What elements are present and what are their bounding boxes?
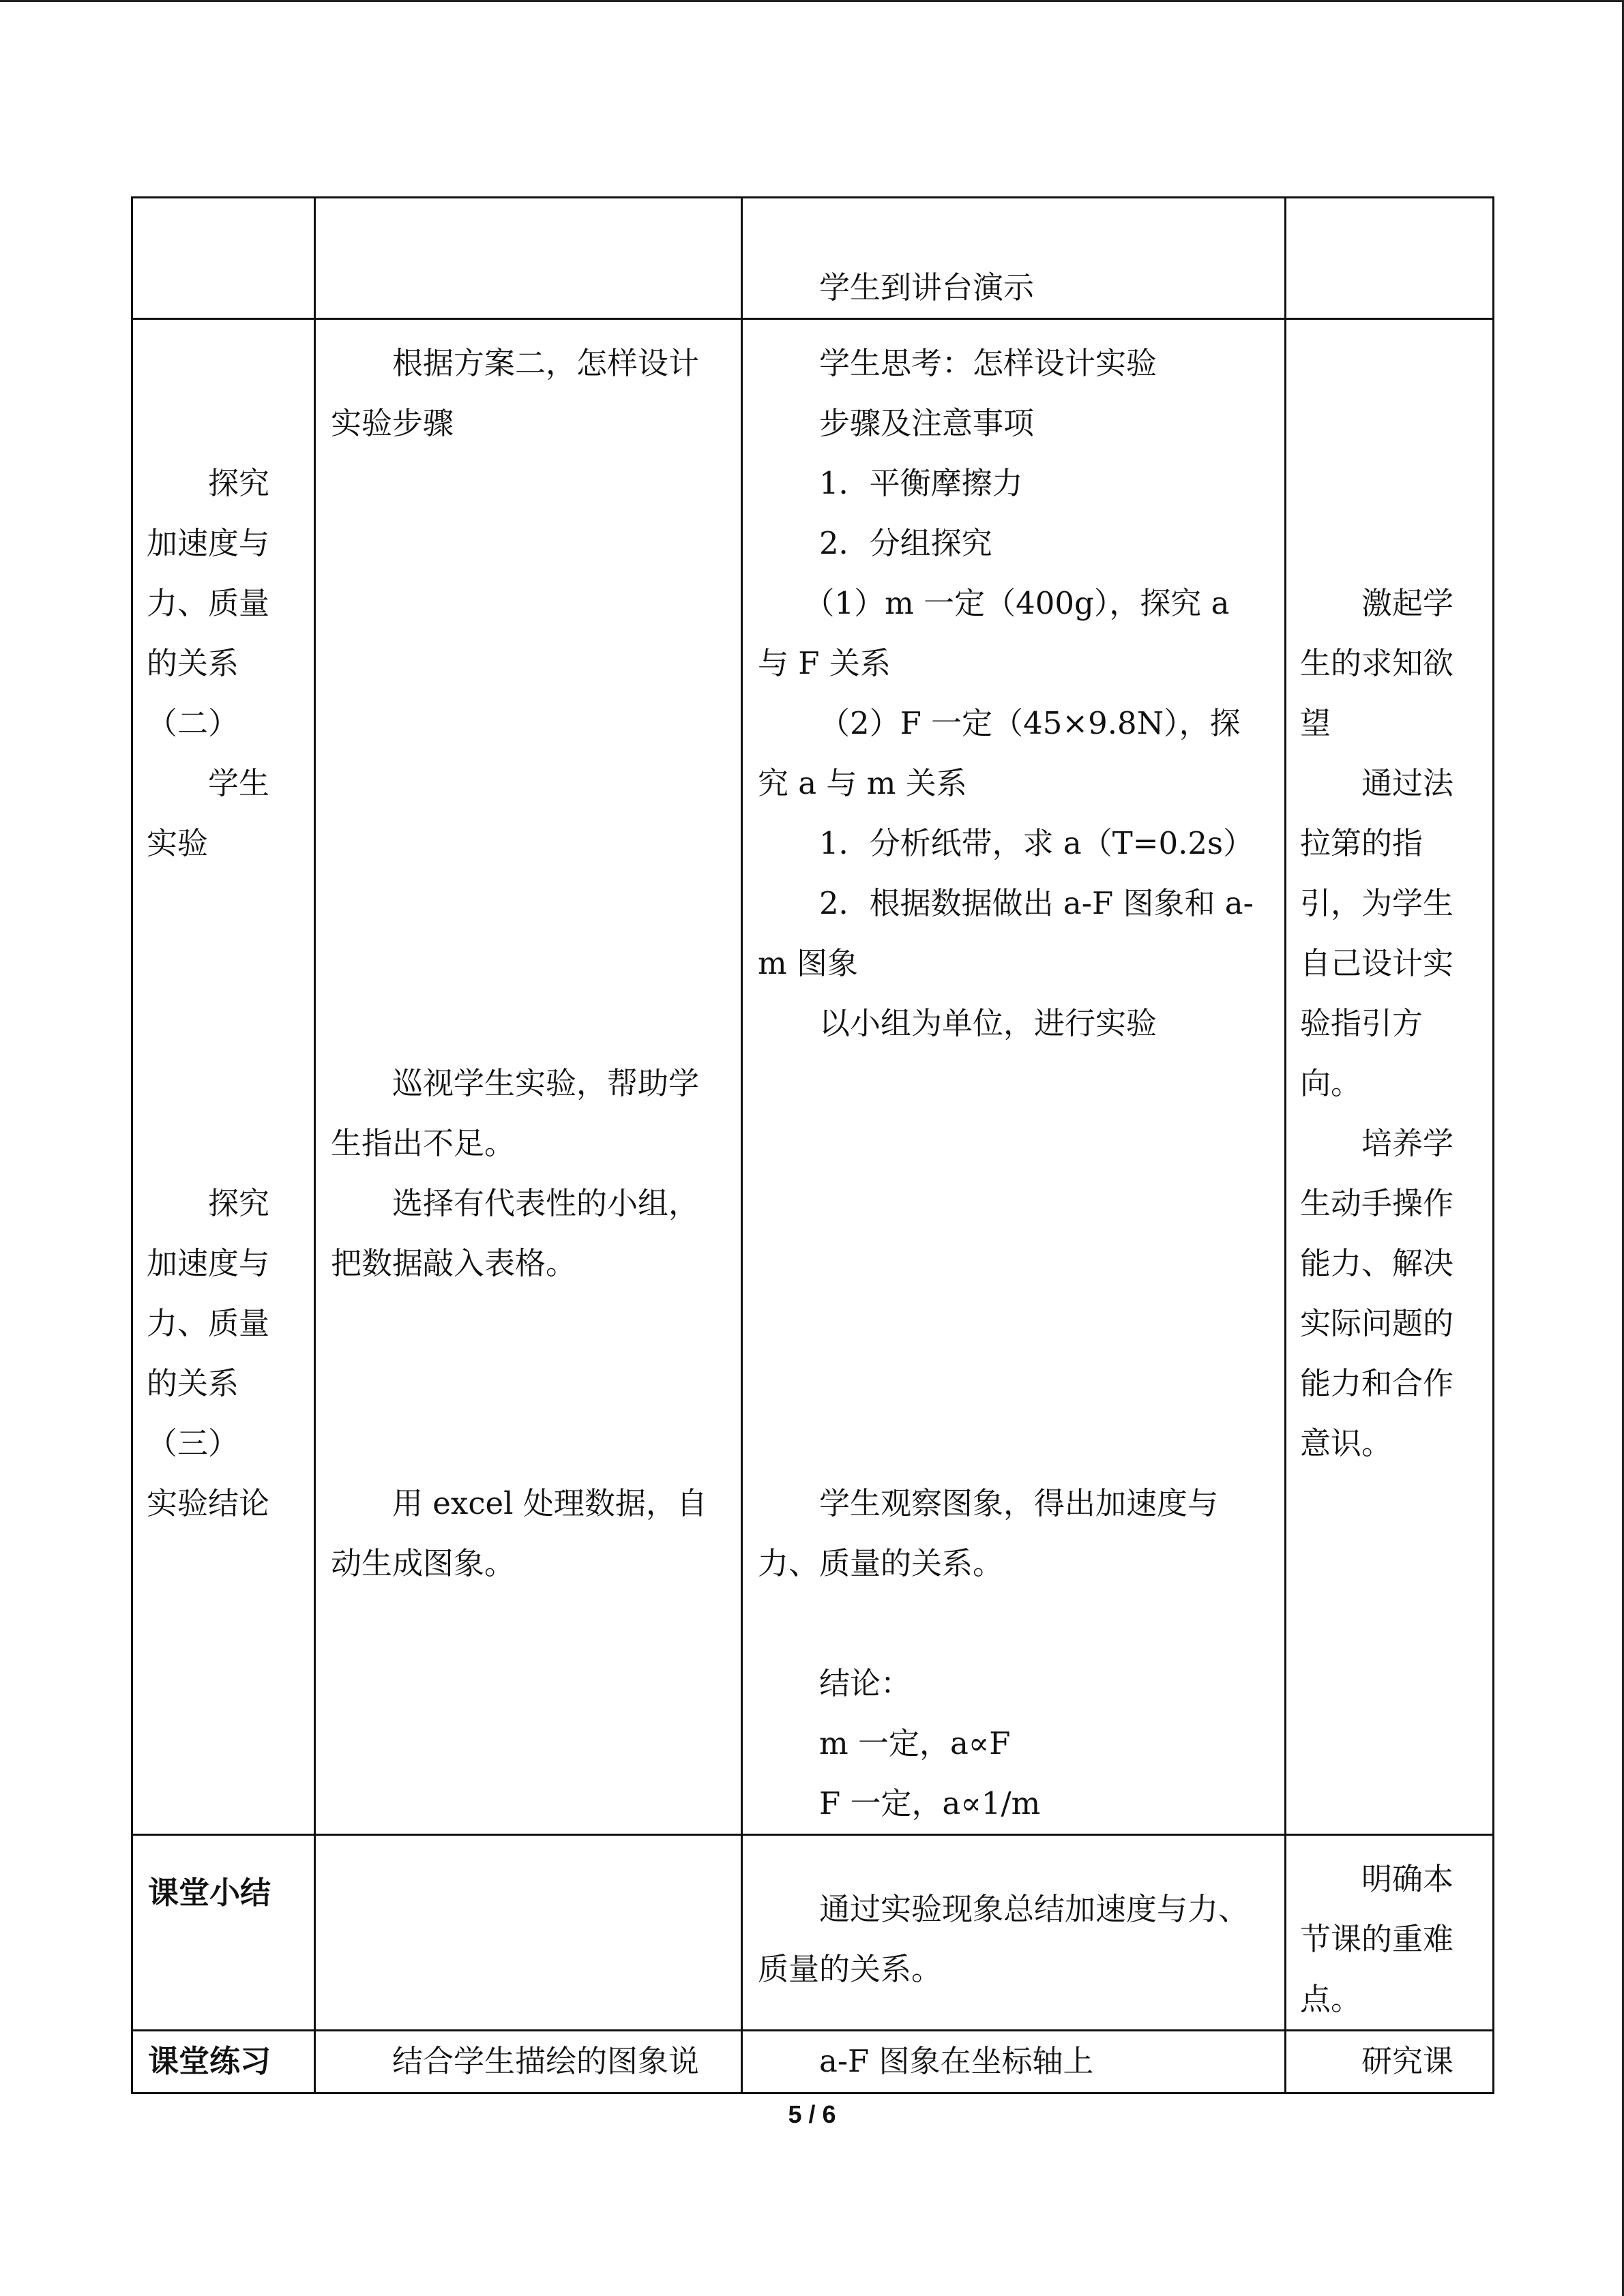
student-step-text: 步骤及注意事项: [819, 405, 1035, 441]
design-intent-text: 培养学生动手操作能力、解决实际问题的能力和合作意识。: [1300, 1125, 1454, 1461]
student-step-text: 2．分组探究: [819, 525, 992, 561]
cell-teacher: [315, 1835, 742, 2031]
student-step-text: a-F 图象在坐标轴上: [819, 2043, 1094, 2079]
design-intent-text: 激起学生的求知欲望: [1300, 585, 1454, 741]
stage-line: （三）: [147, 1425, 239, 1461]
cell-stage: [132, 319, 315, 1835]
student-step-text: F 一定，a∝1/m: [819, 1785, 1041, 1821]
cell-intent: [1286, 1835, 1494, 2031]
teacher-step-text: 选择有代表性的小组，把数据敲入表格。: [331, 1185, 700, 1281]
teacher-step-text: 用 excel 处理数据，自动生成图象。: [331, 1485, 707, 1581]
stage-practice-label: 课堂练习: [148, 2043, 271, 2079]
cell-intent: [1286, 198, 1494, 319]
cell-student: [742, 1835, 1286, 2031]
stage-line: 探究: [208, 1185, 270, 1221]
student-step-text: 结论：: [819, 1665, 912, 1701]
stage-line: 加速度与: [147, 525, 270, 561]
student-step-text: （2）F 一定（45×9.8N），探究 a 与 m 关系: [758, 705, 1241, 801]
stage-line: 的关系: [147, 1365, 239, 1401]
cell-intent: [1286, 2031, 1494, 2093]
design-intent-text: 明确本节课的重难点。: [1300, 1861, 1454, 2017]
cell-intent: [1286, 319, 1494, 1835]
stage-line: 实验: [147, 825, 209, 861]
teacher-step-text: 结合学生描绘的图象说: [392, 2043, 700, 2079]
teacher-step-text: 根据方案二，怎样设计实验步骤: [331, 345, 700, 441]
cell-stage: [132, 1835, 315, 2031]
table-row: [132, 2031, 1494, 2093]
student-step-text: m 一定，a∝F: [819, 1725, 1011, 1761]
stage-line: 实验结论: [147, 1485, 270, 1521]
teacher-step-text: 巡视学生实验，帮助学生指出不足。: [331, 1065, 700, 1161]
cell-stage: [132, 2031, 315, 2093]
stage-line: 力、质量: [147, 1305, 270, 1341]
design-intent-text: 通过法拉第的指引，为学生自己设计实验指引方向。: [1300, 765, 1454, 1101]
student-step-text: 以小组为单位，进行实验: [819, 1005, 1157, 1041]
page-number: 5 / 6: [788, 2100, 836, 2128]
stage-summary-label: 课堂小结: [148, 1875, 271, 1911]
cell-teacher: [315, 319, 742, 1835]
design-intent-text: 研究课: [1361, 2043, 1454, 2079]
table-row: [132, 198, 1494, 319]
table-row: [132, 1835, 1494, 2031]
cell-teacher: [315, 198, 742, 319]
student-step-text: 通过实验现象总结加速度与力、质量的关系。: [758, 1891, 1250, 1987]
student-step-text: 2．根据数据做出 a-F 图象和 a-m 图象: [758, 885, 1254, 981]
cell-student: [742, 2031, 1286, 2093]
table-row: [132, 319, 1494, 1835]
student-step-text: 学生观察图象，得出加速度与力、质量的关系。: [758, 1485, 1219, 1581]
cell-teacher: [315, 2031, 742, 2093]
student-step-text: （1）m 一定（400g），探究 a 与 F 关系: [758, 585, 1230, 681]
stage-line: 探究: [208, 465, 270, 501]
cell-stage: [132, 198, 315, 319]
student-step-text: 学生思考：怎样设计实验: [819, 345, 1157, 381]
stage-line: 的关系: [147, 645, 239, 681]
student-step-text: 1．平衡摩擦力: [819, 465, 1023, 501]
stage-line: 学生: [208, 765, 270, 801]
stage-line: （二）: [147, 705, 239, 741]
lesson-plan-table: [131, 196, 1494, 2094]
student-demo-text: 学生到讲台演示: [819, 269, 1035, 305]
cell-student: [742, 319, 1286, 1835]
student-step-text: 1．分析纸带，求 a（T=0.2s）: [819, 825, 1254, 861]
page-border-top: [0, 0, 1624, 2]
stage-line: 加速度与: [147, 1245, 270, 1281]
stage-line: 力、质量: [147, 585, 270, 621]
cell-student: [742, 198, 1286, 319]
